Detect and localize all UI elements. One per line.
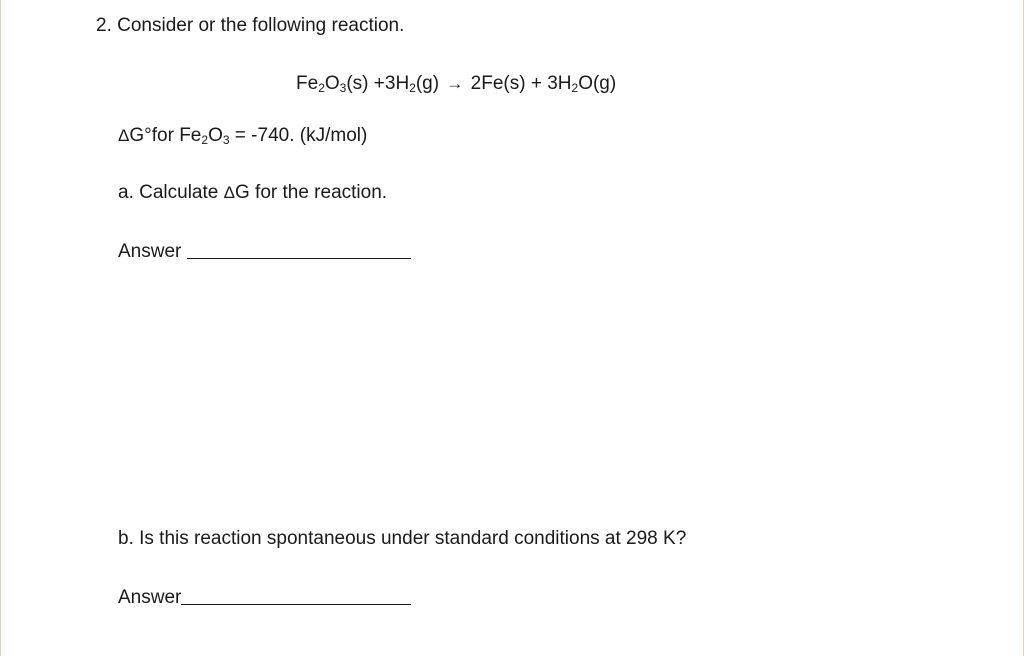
given-o-subscript: 3 — [222, 133, 230, 147]
eq-h2o-subscript: 2 — [571, 81, 579, 95]
given-fe-subscript: 2 — [201, 133, 209, 147]
eq-o: O — [324, 73, 340, 94]
answer-a-blank[interactable] — [187, 238, 411, 259]
question-heading: 2. Consider or the following reaction. — [96, 15, 405, 36]
part-b-prompt: b. Is this reaction spontaneous under standard conditions at 298 K? — [118, 528, 687, 549]
eq-product2-tail: O(g) — [578, 73, 617, 94]
answer-b-blank[interactable] — [181, 584, 411, 605]
eq-h2-subscript: 2 — [409, 81, 416, 95]
part-a-prompt — [118, 181, 387, 205]
eq-fe: Fe — [296, 73, 319, 94]
given-o: O — [208, 125, 223, 146]
given-delta-g — [118, 124, 367, 148]
given-value: = -740. (kJ/mol) — [229, 125, 368, 146]
answer-a-row — [118, 238, 411, 264]
given-label: G°for Fe — [129, 125, 202, 146]
reaction-arrow-icon: → — [446, 74, 464, 93]
eq-reactant2-tail: (g) — [415, 73, 440, 94]
delta-symbol: Δ — [118, 126, 130, 145]
eq-reactant-tail: (s) +3H — [346, 73, 410, 94]
reaction-equation — [296, 72, 616, 96]
answer-a-label: Answer — [118, 241, 182, 262]
part-a-prefix: a. Calculate — [118, 182, 224, 203]
eq-fe-subscript: 2 — [318, 81, 325, 95]
delta-symbol-a: Δ — [223, 183, 235, 202]
answer-b-row — [118, 584, 411, 610]
eq-o-subscript: 3 — [339, 81, 347, 95]
part-a-suffix: G for the reaction. — [234, 182, 388, 203]
eq-product1: 2Fe(s) + 3H — [470, 73, 572, 94]
answer-b-label: Answer — [118, 587, 182, 608]
page-border-left — [0, 0, 1, 656]
